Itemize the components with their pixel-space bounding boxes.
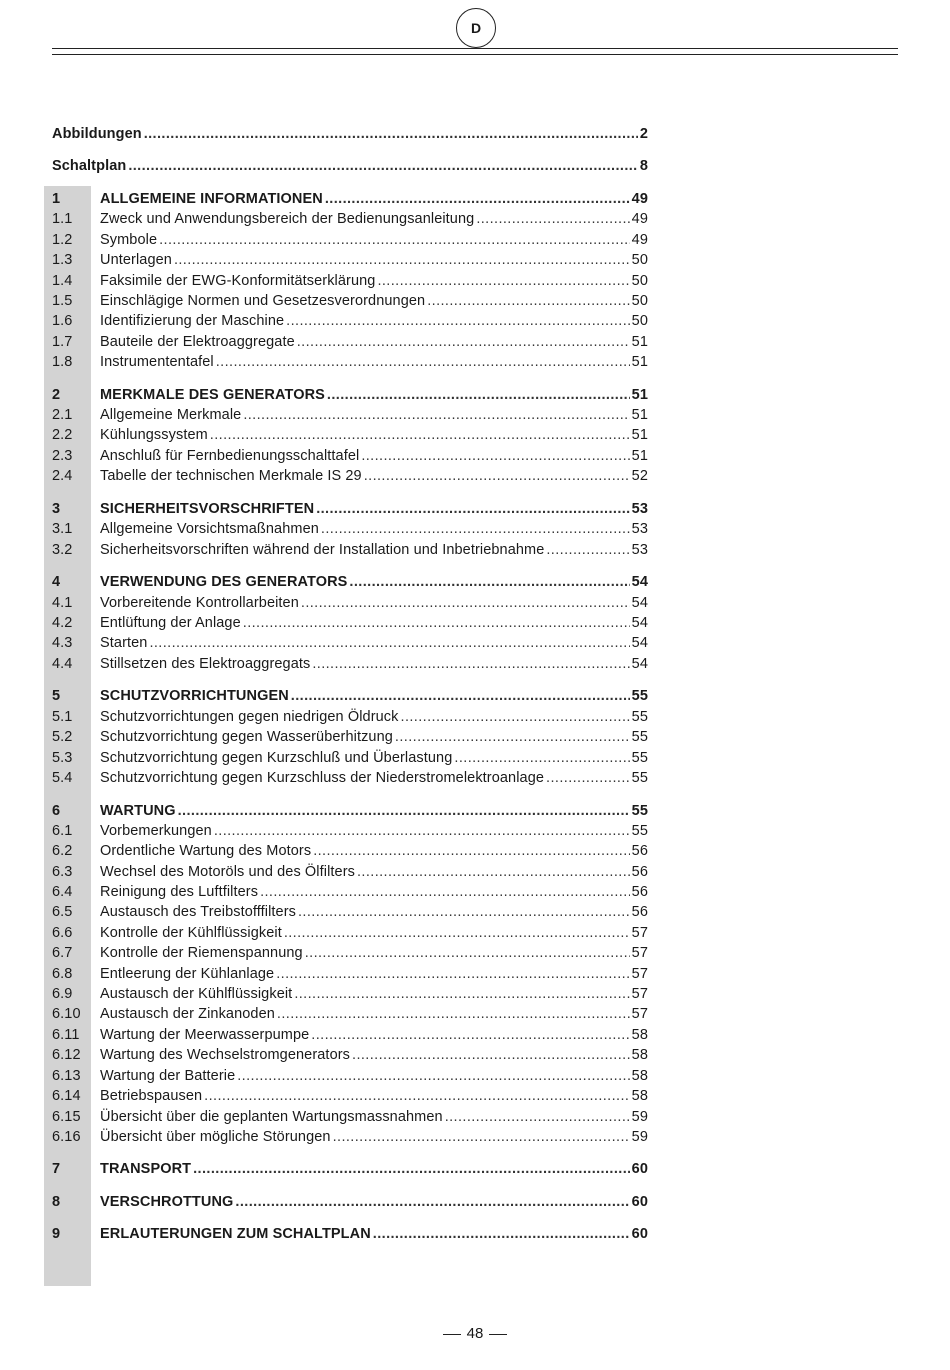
toc-leader-dots: [364, 466, 630, 486]
toc-entry: [52, 352, 648, 372]
toc-leader-dots: [243, 405, 629, 425]
toc-entry: [52, 1127, 648, 1147]
toc-entry-line: [100, 405, 648, 425]
toc-entry-page: 55: [631, 823, 648, 839]
toc-entry: [52, 271, 648, 291]
toc-entry-number: 5: [52, 688, 61, 704]
toc-entry-page: 60: [631, 1226, 648, 1242]
language-badge: D: [456, 8, 496, 48]
toc-entry-title: Identifizierung der Maschine: [100, 313, 285, 329]
toc-entry-page: 51: [631, 407, 648, 423]
toc-entry-title: Stillsetzen des Elektroaggregats: [100, 656, 311, 672]
toc-entry: [52, 1066, 648, 1086]
toc-entry-line: [100, 943, 648, 963]
toc-entry: [52, 654, 648, 674]
toc-entry-page: 58: [631, 1068, 648, 1084]
toc-entry-number: 6.16: [52, 1129, 81, 1145]
toc-leader-dots: [546, 540, 629, 560]
toc-entry-page: 51: [631, 354, 648, 370]
toc-entry: [52, 1025, 648, 1045]
toc-entry-title: Schaltplan: [52, 158, 127, 174]
toc-entry-line: [100, 352, 648, 372]
toc-entry-title: ERLAUTERUNGEN ZUM SCHALTPLAN: [100, 1226, 371, 1242]
toc-entry-page: 56: [631, 884, 648, 900]
toc-entry-line: [100, 633, 648, 653]
toc-entry-title: Kühlungssystem: [100, 427, 208, 443]
toc-entry-page: 59: [631, 1129, 648, 1145]
toc-entry: [52, 1192, 648, 1212]
toc-entry-title: Schutzvorrichtungen gegen niedrigen Öldruck: [100, 709, 399, 725]
toc-entry-title: Bauteile der Elektroaggregate: [100, 334, 295, 350]
toc-entry-line: [100, 425, 648, 445]
toc-leader-dots: [476, 209, 629, 229]
toc-entry-line: [100, 984, 648, 1004]
toc-entry-page: 49: [631, 232, 648, 248]
toc-entry-number: 6.11: [52, 1027, 80, 1043]
toc-leader-dots: [445, 1107, 630, 1127]
toc-entry-line: [100, 1004, 648, 1024]
toc-entry-line: [100, 1159, 648, 1179]
toc-leader-dots: [312, 654, 629, 674]
toc-entry: [52, 686, 648, 706]
toc-entry-page: 54: [631, 595, 648, 611]
toc-entry-line: [100, 572, 648, 592]
toc-entry-line: [52, 124, 648, 144]
toc-entry-line: [100, 230, 648, 250]
toc-entry: [52, 499, 648, 519]
toc-entry-number: 6.15: [52, 1109, 81, 1125]
toc-entry-page: 53: [631, 501, 648, 517]
toc-entry-title: Wartung der Meerwasserpumpe: [100, 1027, 310, 1043]
toc-entry-title: VERWENDUNG DES GENERATORS: [100, 574, 348, 590]
toc-entry-page: 56: [631, 864, 648, 880]
toc-entry-title: Entleerung der Kühlanlage: [100, 966, 275, 982]
toc-entry-line: [100, 923, 648, 943]
toc-entry-page: 55: [631, 770, 648, 786]
toc-entry-page: 56: [631, 843, 648, 859]
toc-entry-page: 57: [631, 1006, 648, 1022]
toc-entry-line: [100, 446, 648, 466]
toc-entry-page: 59: [631, 1109, 648, 1125]
toc-entry: [52, 291, 648, 311]
toc-entry-line: [100, 768, 648, 788]
toc-entry-title: TRANSPORT: [100, 1161, 192, 1177]
toc-entry-page: 54: [631, 635, 648, 651]
toc-entry-page: 49: [631, 191, 648, 207]
toc-entry: [52, 446, 648, 466]
toc-leader-dots: [357, 862, 630, 882]
toc-leader-dots: [294, 984, 629, 1004]
toc-leader-dots: [291, 686, 630, 706]
toc-entry-number: 1.7: [52, 334, 73, 350]
page-number: 48: [466, 1325, 484, 1342]
toc-leader-dots: [260, 882, 630, 902]
toc-entry: [52, 230, 648, 250]
toc-entry-page: 55: [631, 803, 648, 819]
toc-entry: [52, 821, 648, 841]
toc-entry-title: SICHERHEITSVORSCHRIFTEN: [100, 501, 315, 517]
toc-entry: [52, 768, 648, 788]
toc-entry-number: 6.5: [52, 904, 73, 920]
toc-entry-line: [100, 332, 648, 352]
toc-entry-title: MERKMALE DES GENERATORS: [100, 387, 325, 403]
page-footer: [0, 1324, 950, 1344]
toc-entry-page: 50: [631, 313, 648, 329]
toc-leader-dots: [276, 964, 629, 984]
toc-leader-dots: [546, 768, 630, 788]
toc-leader-dots: [427, 291, 629, 311]
toc-leader-dots: [178, 801, 630, 821]
toc-leader-dots: [321, 519, 630, 539]
toc-entry: [52, 156, 648, 176]
toc-leader-dots: [297, 332, 630, 352]
toc-entry: [52, 902, 648, 922]
toc-entry-title: Wechsel des Motoröls und des Ölfilters: [100, 864, 355, 880]
toc-entry-page: 50: [631, 273, 648, 289]
toc-entry-line: [100, 311, 648, 331]
toc-leader-dots: [313, 841, 629, 861]
toc-entry-number: 6.2: [52, 843, 73, 859]
toc-entry-number: 5.3: [52, 750, 73, 766]
toc-leader-dots: [395, 727, 630, 747]
toc-entry: [52, 633, 648, 653]
toc-entry-line: [100, 1224, 648, 1244]
toc-entry-line: [100, 1192, 648, 1212]
toc-entry-page: 54: [631, 656, 648, 672]
footer-dash-left: [443, 1334, 461, 1335]
toc-entry-number: 1.1: [52, 211, 73, 227]
toc-entry-line: [100, 748, 648, 768]
toc-leader-dots: [237, 1066, 629, 1086]
toc-entry-title: Zweck und Anwendungsbereich der Bedienungsanleitung: [100, 211, 475, 227]
toc-entry-line: [100, 271, 648, 291]
toc-entry-number: 2.2: [52, 427, 73, 443]
toc-entry-title: Reinigung des Luftfilters: [100, 884, 259, 900]
toc-entry-title: Unterlagen: [100, 252, 172, 268]
toc-entry-page: 51: [631, 448, 648, 464]
toc-entry-title: Vorbemerkungen: [100, 823, 212, 839]
toc-entry-title: Wartung der Batterie: [100, 1068, 236, 1084]
toc-entry-number: 4.2: [52, 615, 73, 631]
toc-entry-title: Starten: [100, 635, 148, 651]
toc-entry-line: [100, 209, 648, 229]
toc-leader-dots: [144, 124, 638, 144]
toc-entry-page: 51: [631, 427, 648, 443]
toc-entry-number: 5.1: [52, 709, 73, 725]
toc-entry-number: 6.7: [52, 945, 73, 961]
toc-entry-title: Übersicht über die geplanten Wartungsmassnahmen: [100, 1109, 443, 1125]
toc-entry-line: [100, 593, 648, 613]
toc-entry: [52, 727, 648, 747]
toc-leader-dots: [193, 1159, 630, 1179]
toc-entry-number: 6.6: [52, 925, 73, 941]
toc-leader-dots: [333, 1127, 630, 1147]
toc-entry-page: 8: [639, 158, 648, 174]
toc-entry-number: 8: [52, 1194, 61, 1210]
toc-entry: [52, 1159, 648, 1179]
toc-entry: [52, 841, 648, 861]
toc-leader-dots: [174, 250, 630, 270]
toc-entry: [52, 425, 648, 445]
toc-entry-line: [100, 727, 648, 747]
toc-entry: [52, 519, 648, 539]
toc-entry-page: 50: [631, 293, 648, 309]
toc-entry-number: 1: [52, 191, 61, 207]
toc-entry-title: Kontrolle der Riemenspannung: [100, 945, 303, 961]
toc-entry-number: 6.8: [52, 966, 73, 982]
toc-entry-title: Übersicht über mögliche Störungen: [100, 1129, 331, 1145]
toc-entry: [52, 572, 648, 592]
toc-entry-number: 6.10: [52, 1006, 81, 1022]
toc-entry-line: [100, 686, 648, 706]
toc-entry-line: [100, 1086, 648, 1106]
toc-entry: [52, 405, 648, 425]
toc-entry-title: Austausch des Treibstofffilters: [100, 904, 296, 920]
toc-entry-title: WARTUNG: [100, 803, 176, 819]
toc-leader-dots: [159, 230, 630, 250]
toc-entry-title: Allgemeine Merkmale: [100, 407, 242, 423]
toc-entry-line: [100, 1107, 648, 1127]
toc-leader-dots: [277, 1004, 630, 1024]
toc-entry-number: 2: [52, 387, 61, 403]
toc-entry-page: 53: [631, 542, 648, 558]
toc-entry-title: Austausch der Kühlflüssigkeit: [100, 986, 293, 1002]
toc-entry: [52, 1086, 648, 1106]
toc-entry-line: [100, 654, 648, 674]
toc-entry: [52, 923, 648, 943]
toc-entry-page: 55: [631, 750, 648, 766]
toc-entry-number: 4.4: [52, 656, 73, 672]
toc-entry-line: [100, 250, 648, 270]
toc-entry-line: [100, 902, 648, 922]
toc-entry-title: Sicherheitsvorschriften während der Installation und Inbetriebnahme: [100, 542, 545, 558]
toc-entry-page: 50: [631, 252, 648, 268]
toc-entry: [52, 540, 648, 560]
toc-entry-page: 58: [631, 1088, 648, 1104]
header-rule-bottom: [52, 54, 898, 55]
toc-entry-number: 6.9: [52, 986, 73, 1002]
toc-entry-title: Schutzvorrichtung gegen Kurzschluss der Niederstromelektroanlage: [100, 770, 545, 786]
toc-leader-dots: [454, 748, 629, 768]
toc-entry: [52, 385, 648, 405]
toc-entry-line: [100, 1066, 648, 1086]
toc-entry-number: 4.1: [52, 595, 73, 611]
toc-entry: [52, 189, 648, 209]
toc-entry-title: Symbole: [100, 232, 158, 248]
toc-entry-page: 2: [639, 126, 648, 142]
toc-entry: [52, 1004, 648, 1024]
toc-entry: [52, 862, 648, 882]
toc-entry-number: 5.4: [52, 770, 73, 786]
toc-entry-number: 4.3: [52, 635, 73, 651]
toc-leader-dots: [204, 1086, 629, 1106]
toc-entry-title: Abbildungen: [52, 126, 142, 142]
toc-entry-number: 2.3: [52, 448, 73, 464]
toc-entry: [52, 209, 648, 229]
toc-entry: [52, 593, 648, 613]
toc-entry-title: ALLGEMEINE INFORMATIONEN: [100, 191, 323, 207]
toc-entry-page: 52: [631, 468, 648, 484]
toc-entry-page: 51: [631, 334, 648, 350]
toc-entry-number: 6: [52, 803, 61, 819]
toc-entry-page: 57: [631, 925, 648, 941]
toc-leader-dots: [361, 446, 629, 466]
toc-leader-dots: [377, 271, 629, 291]
toc-entry-title: Wartung des Wechselstromgenerators: [100, 1047, 351, 1063]
toc-leader-dots: [349, 572, 629, 592]
toc-entry-line: [100, 519, 648, 539]
toc-entry-page: 49: [631, 211, 648, 227]
toc-entry: [52, 984, 648, 1004]
toc-entry-number: 6.13: [52, 1068, 81, 1084]
toc-leader-dots: [284, 923, 630, 943]
toc-entry-title: Tabelle der technischen Merkmale IS 29: [100, 468, 362, 484]
toc-entry-line: [100, 291, 648, 311]
toc-entry-line: [100, 466, 648, 486]
toc-entry-title: Einschlägige Normen und Gesetzesverordnungen: [100, 293, 426, 309]
toc-entry-page: 58: [631, 1047, 648, 1063]
toc-entry-line: [100, 1045, 648, 1065]
toc-entry-title: SCHUTZVORRICHTUNGEN: [100, 688, 289, 704]
toc-entry-number: 6.1: [52, 823, 73, 839]
toc-leader-dots: [305, 943, 630, 963]
toc-entry-page: 55: [631, 729, 648, 745]
toc-entry-number: 1.5: [52, 293, 73, 309]
toc-entry-page: 55: [631, 688, 648, 704]
toc-leader-dots: [286, 311, 630, 331]
toc-entry-line: [100, 1127, 648, 1147]
toc-entry-number: 1.2: [52, 232, 73, 248]
footer-dash-right: [489, 1334, 507, 1335]
toc-entry: [52, 943, 648, 963]
toc-entry: [52, 1224, 648, 1244]
toc-entry-title: Faksimile der EWG-Konformitätserklärung: [100, 273, 376, 289]
toc-leader-dots: [298, 902, 630, 922]
toc-entry-title: Anschluß für Fernbedienungsschalttafel: [100, 448, 360, 464]
toc-entry-page: 51: [631, 387, 648, 403]
toc-entry-page: 60: [631, 1194, 648, 1210]
toc-entry-number: 5.2: [52, 729, 73, 745]
toc-entry-number: 7: [52, 1161, 61, 1177]
toc-entry-page: 57: [631, 945, 648, 961]
toc-leader-dots: [149, 633, 629, 653]
toc-entry: [52, 466, 648, 486]
toc-entry: [52, 124, 648, 144]
toc-entry-number: 1.4: [52, 273, 73, 289]
toc-entry: [52, 748, 648, 768]
toc-entry-title: Allgemeine Vorsichtsmaßnahmen: [100, 521, 319, 537]
toc-entry-line: [100, 821, 648, 841]
toc-entry: [52, 964, 648, 984]
toc-entry-page: 54: [631, 615, 648, 631]
toc-entry-page: 57: [631, 986, 648, 1002]
toc-leader-dots: [352, 1045, 630, 1065]
toc-leader-dots: [210, 425, 630, 445]
toc-entry-line: [100, 613, 648, 633]
toc-leader-dots: [214, 821, 630, 841]
toc-entry: [52, 882, 648, 902]
toc-leader-dots: [325, 189, 630, 209]
toc-entry-page: 53: [631, 521, 648, 537]
toc-entry-title: Instrumententafel: [100, 354, 214, 370]
toc-entry-page: 55: [631, 709, 648, 725]
toc-entry-line: [100, 841, 648, 861]
toc-entry-number: 6.3: [52, 864, 73, 880]
toc-entry-title: Ordentliche Wartung des Motors: [100, 843, 312, 859]
toc-leader-dots: [311, 1025, 629, 1045]
toc-entry-line: [100, 964, 648, 984]
toc-entry-number: 6.14: [52, 1088, 81, 1104]
toc-entry-line: [100, 862, 648, 882]
toc-entry: [52, 707, 648, 727]
toc-entry-title: Kontrolle der Kühlflüssigkeit: [100, 925, 282, 941]
toc-entry: [52, 311, 648, 331]
toc-entry: [52, 332, 648, 352]
toc-entry-number: 1.6: [52, 313, 73, 329]
toc-entry-line: [100, 707, 648, 727]
toc-entry-number: 6.12: [52, 1047, 81, 1063]
toc-entry-line: [100, 540, 648, 560]
toc-entry-title: Betriebspausen: [100, 1088, 203, 1104]
toc-entry-title: Austausch der Zinkanoden: [100, 1006, 275, 1022]
toc-leader-dots: [243, 613, 630, 633]
toc-leader-dots: [301, 593, 630, 613]
toc-leader-dots: [128, 156, 638, 176]
toc-entry-line: [100, 1025, 648, 1045]
toc-entry-page: 60: [631, 1161, 648, 1177]
toc-entry-title: Schutzvorrichtung gegen Kurzschluß und Überlastung: [100, 750, 453, 766]
toc-leader-dots: [327, 385, 630, 405]
toc-entry-title: VERSCHROTTUNG: [100, 1194, 234, 1210]
toc-entry-page: 58: [631, 1027, 648, 1043]
toc-entry: [52, 801, 648, 821]
toc-leader-dots: [401, 707, 630, 727]
toc-entry: [52, 613, 648, 633]
toc-leader-dots: [235, 1192, 629, 1212]
toc-entry-page: 56: [631, 904, 648, 920]
toc-entry: [52, 250, 648, 270]
toc-entry-line: [100, 385, 648, 405]
toc-entry-number: 2.4: [52, 468, 73, 484]
toc-entry-number: 3.1: [52, 521, 73, 537]
toc-entry-line: [100, 499, 648, 519]
toc-entry-page: 54: [631, 574, 648, 590]
toc-entry-number: 4: [52, 574, 61, 590]
toc-entry-number: 3.2: [52, 542, 73, 558]
header-rule-top: [52, 48, 898, 49]
toc-leader-dots: [316, 499, 629, 519]
toc-entry-title: Entlüftung der Anlage: [100, 615, 241, 631]
toc-entry-number: 1.3: [52, 252, 73, 268]
toc-entry-line: [100, 882, 648, 902]
toc-entry: [52, 1045, 648, 1065]
toc-entry-number: 2.1: [52, 407, 73, 423]
toc-entry-number: 1.8: [52, 354, 73, 370]
toc-entry-number: 6.4: [52, 884, 73, 900]
toc-entry-page: 57: [631, 966, 648, 982]
toc-entry-line: [100, 189, 648, 209]
toc-entry-title: Vorbereitende Kontrollarbeiten: [100, 595, 299, 611]
toc-entry-title: Schutzvorrichtung gegen Wasserüberhitzung: [100, 729, 393, 745]
toc-entry-number: 9: [52, 1226, 61, 1242]
toc-leader-dots: [216, 352, 630, 372]
toc-leader-dots: [373, 1224, 630, 1244]
toc-entry-number: 3: [52, 501, 61, 517]
toc-entry: [52, 1107, 648, 1127]
toc-entry-line: [52, 156, 648, 176]
toc-entry-line: [100, 801, 648, 821]
